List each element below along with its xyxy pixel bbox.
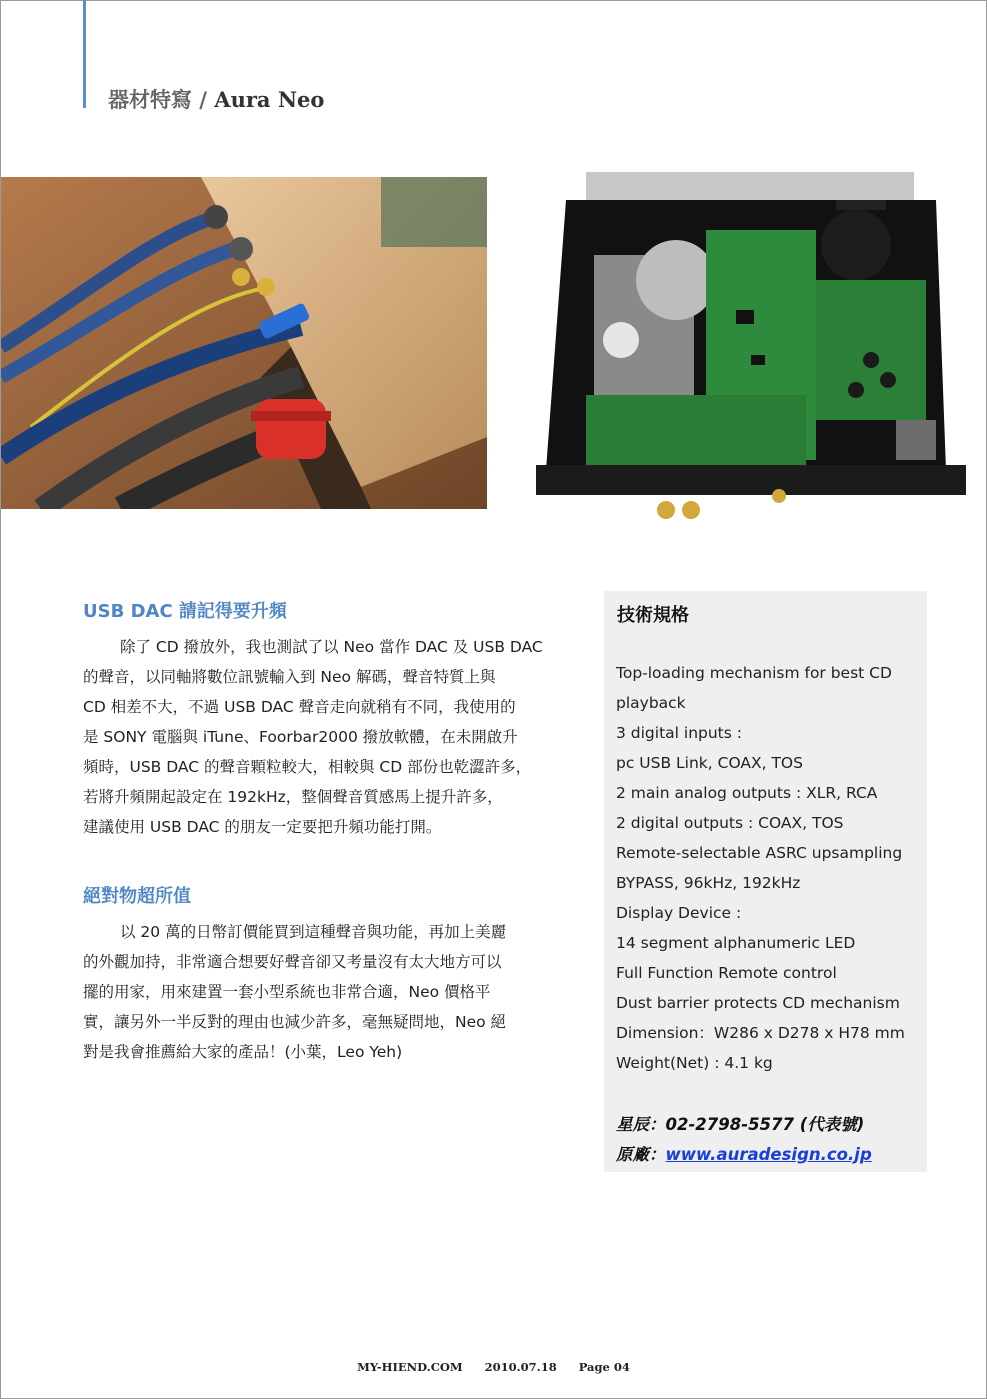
section2-line: 實，讓另外一半反對的理由也減少許多，毫無疑問地，Neo 絕 <box>83 1013 507 1031</box>
section1-heading: USB DAC 請記得要升頻 <box>83 601 287 622</box>
spec-title: 技術規格 <box>617 605 689 626</box>
spec-item: pc USB Link, COAX, TOS <box>616 754 803 772</box>
section1-line: 是 SONY 電腦與 iTune、Foorbar2000 撥放軟體，在未開啟升 <box>83 728 518 746</box>
header-separator: / <box>192 87 215 112</box>
section1-paragraph <box>83 632 573 842</box>
spec-item: Dust barrier protects CD mechanism <box>616 994 900 1012</box>
spec-item: Top-loading mechanism for best CD <box>616 664 892 682</box>
page-footer <box>0 1360 987 1374</box>
section2-line: 以 20 萬的日幣訂價能買到這種聲音與功能，再加上美麗 <box>120 923 507 941</box>
spec-item: Weight(Net) : 4.1 kg <box>616 1054 773 1072</box>
spec-item: Full Function Remote control <box>616 964 837 982</box>
section1-line: 的聲音，以同軸將數位訊號輸入到 Neo 解碼，聲音特質上與 <box>83 668 496 686</box>
spec-item: BYPASS, 96kHz, 192kHz <box>616 874 801 892</box>
spec-item: Dimension：W286 x D278 x H78 mm <box>616 1024 905 1042</box>
spec-item: 3 digital inputs : <box>616 724 742 742</box>
spec-item: 14 segment alphanumeric LED <box>616 934 856 952</box>
section2-heading: 絕對物超所值 <box>83 886 191 907</box>
section2-line: 擺的用家，用來建置一套小型系統也非常合適，Neo 價格平 <box>83 983 491 1001</box>
internal-layout-image <box>526 170 975 530</box>
rear-panel-cables-photo <box>1 177 487 509</box>
header-accent-bar <box>83 0 86 108</box>
maker-url-link[interactable]: www.auradesign.co.jp <box>665 1145 872 1164</box>
header-product: Aura Neo <box>214 87 325 112</box>
footer-page: Page 04 <box>578 1360 630 1374</box>
distributor-label: 星辰： <box>616 1115 666 1134</box>
spec-item: 2 main analog outputs : XLR, RCA <box>616 784 878 802</box>
header-section: 器材特寫 <box>108 87 192 112</box>
page-header <box>108 84 324 114</box>
section2-paragraph <box>83 917 573 1067</box>
section1-line: 頻時，USB DAC 的聲音顆粒較大，相較與 CD 部份也乾澀許多， <box>83 758 532 776</box>
maker-label: 原廠： <box>616 1145 666 1164</box>
spec-item: Display Device : <box>616 904 742 922</box>
spec-item: 2 digital outputs : COAX, TOS <box>616 814 844 832</box>
section2-line: 的外觀加持，非常適合想要好聲音卻又考量沒有太大地方可以 <box>83 953 502 971</box>
spec-item: Remote-selectable ASRC upsampling <box>616 844 903 862</box>
rear-panel-cables-image <box>1 177 487 509</box>
spec-list <box>616 658 921 1078</box>
section1-line: CD 相差不大，不過 USB DAC 聲音走向就稍有不同，我使用的 <box>83 698 516 716</box>
internal-layout-photo <box>526 170 975 530</box>
distributor-contact <box>616 1111 921 1135</box>
footer-site: MY-HIEND.COM <box>357 1360 463 1374</box>
section1-line: 若將升頻開起設定在 192kHz，整個聲音質感馬上提升許多， <box>83 788 503 806</box>
section2-line: 對是我會推薦給大家的產品！(小葉，Leo Yeh) <box>83 1043 403 1061</box>
spec-item: playback <box>616 694 686 712</box>
section1-line: 除了 CD 撥放外，我也測試了以 Neo 當作 DAC 及 USB DAC <box>120 638 543 656</box>
distributor-phone: 02-2798-5577 (代表號) <box>665 1115 865 1134</box>
footer-date: 2010.07.18 <box>484 1360 557 1374</box>
maker-contact <box>616 1141 921 1165</box>
section1-line: 建議使用 USB DAC 的朋友一定要把升頻功能打開。 <box>83 818 442 836</box>
